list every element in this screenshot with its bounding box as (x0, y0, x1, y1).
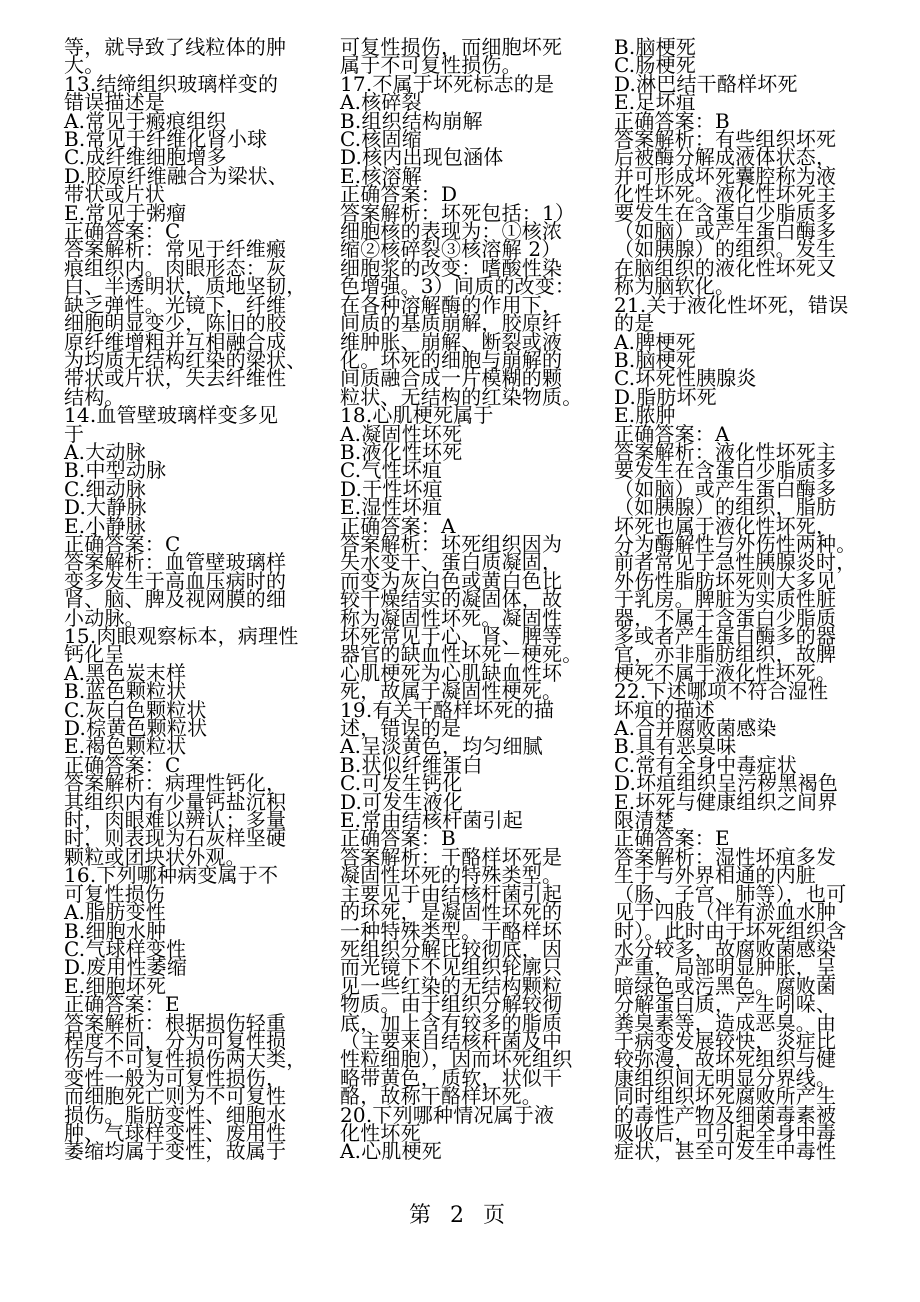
text-line: 正确答案：B (340, 826, 456, 851)
text-line: 17.不属于坏死标志的是 (340, 71, 555, 96)
text-line: 答案解析：有些组织坏死 (614, 127, 837, 152)
text-line: 其组织内有少量钙盐沉积 (64, 789, 287, 814)
text-line: 答案解析：血管壁玻璃样 (64, 550, 287, 575)
text-line: 一种特殊类型。干酪样坏 (340, 918, 563, 943)
text-line: C.成纤维细胞增多 (64, 145, 227, 170)
text-line: B.蓝色颗粒状 (64, 679, 187, 704)
text-line: 结构。 (64, 384, 125, 409)
page-number: 第 2 页 (409, 1203, 511, 1228)
text-line: 16.下列哪种病变属于不 (64, 863, 279, 888)
text-line: 失水变干、蛋白质凝固， (340, 550, 563, 575)
text-line: 限清楚 (614, 808, 675, 833)
text-line: A.黑色炭末样 (64, 660, 187, 685)
text-line: 正确答案：A (340, 513, 456, 538)
text-line: C.可发生钙化 (340, 771, 463, 796)
text-line: 肿、气球样变性、废用性 (64, 1120, 287, 1145)
text-line: 吸收后，可引起全身中毒 (614, 1120, 837, 1145)
text-line: 带状或片状，失去纤维性 (64, 366, 287, 391)
text-line: 生于与外界相通的内脏 (614, 863, 816, 888)
text-line: 而光镜下不见组织轮廓只 (340, 955, 563, 980)
text-line: A.脾梗死 (614, 329, 696, 354)
text-line: A.大动脉 (64, 439, 146, 464)
text-line: 前者常见于急性胰腺炎时， (614, 550, 857, 575)
text-line: 凝固性坏死的特殊类型。 (340, 863, 563, 888)
text-line: 细胞核的表现为：①核浓 (340, 219, 563, 244)
text-line: 同时组织坏死腐败所产生 (614, 1084, 837, 1109)
text-line: 正确答案：A (614, 421, 730, 446)
text-line: 称为凝固性坏死。凝固性 (340, 605, 563, 630)
text-line: 答案解析：坏死包括：1） (340, 200, 576, 225)
text-line: 时）。此时由于坏死组织含 (614, 918, 847, 943)
text-line: 可复性损伤，而细胞坏死 (340, 35, 563, 59)
text-line: （如脑）或产生蛋白酶多 (614, 219, 837, 244)
text-line: 缺乏弹性。光镜下，纤维 (64, 292, 287, 317)
text-line: D.废用性萎缩 (64, 955, 188, 980)
text-line: 正确答案：C (64, 531, 181, 556)
text-line: 颗粒或团块状外观。 (64, 844, 246, 869)
text-line: E.足坏疽 (614, 90, 696, 115)
text-line: E.湿性坏疽 (340, 495, 443, 520)
text-line: C.坏死性胰腺炎 (614, 366, 757, 391)
text-line: A.合并腐败菌感染 (614, 716, 777, 741)
text-line: 白、半透明状，质地坚韧， (64, 274, 307, 299)
text-line: 正确答案：E (614, 826, 730, 851)
text-line: 18.心肌梗死属于 (340, 403, 494, 428)
text-line: 而细胞死亡则为不可复性 (64, 1084, 287, 1109)
text-line: 为均质无结构红染的梁状、 (64, 347, 307, 372)
text-line: 要发生在含蛋白少脂质多 (614, 458, 837, 483)
text-line: 细胞浆的改变：嗜酸性染 (340, 255, 563, 280)
text-line: B.具有恶臭味 (614, 734, 737, 759)
text-line: 后被酶分解成液体状态， (614, 145, 837, 170)
text-line: 错误描述是 (64, 90, 165, 115)
text-line: 细胞明显变少，陈旧的胶 (64, 311, 287, 336)
text-line: B.液化性坏死 (340, 439, 463, 464)
text-line: 多或者产生蛋白酶多的器 (614, 624, 837, 648)
text-line: C.气球样变性 (64, 936, 187, 961)
text-line: 而变为灰白色或黄白色比 (340, 568, 563, 593)
text-line: 属于不可复性损伤。 (340, 53, 522, 78)
text-line: 原纤维增粗并互相融合成 (64, 329, 287, 354)
text-line: 变性一般为可复性损伤， (64, 1065, 287, 1090)
text-line: 答案解析：液化性坏死主 (614, 439, 837, 464)
text-line: 主要见于由结核杆菌引起 (340, 881, 563, 906)
text-line: 可复性损伤 (64, 881, 165, 906)
text-line: B.中型动脉 (64, 458, 167, 483)
text-line: （如胰腺）的组织，脂肪 (614, 495, 837, 520)
text-line: 外伤性脂肪坏死则大多见 (614, 568, 837, 593)
text-line: C.肠梗死 (614, 53, 696, 78)
text-line: E.核溶解 (340, 163, 422, 188)
text-line: 21.关于液化性坏死，错误 (614, 292, 849, 317)
text-line: 22.下述哪项不符合湿性 (614, 679, 829, 704)
text-line: 坏疽的描述 (614, 697, 715, 722)
text-column-2 (340, 35, 588, 1164)
text-line: 官，亦非脂肪组织，故脾 (614, 642, 837, 667)
text-line: E.常见于粥瘤 (64, 200, 187, 225)
text-line: 酪，故称干酪样坏死。 (340, 1084, 542, 1109)
text-line: B.脑梗死 (614, 347, 697, 372)
text-line: E.小静脉 (64, 513, 146, 538)
text-line: B.脑梗死 (614, 35, 697, 59)
text-line: 答案解析：常见于纤维瘢 (64, 237, 287, 262)
text-line: 分为酶解性与外伤性两种。 (614, 531, 857, 556)
text-line: B.状似纤维蛋白 (340, 752, 483, 777)
text-line: 坏死常见于心、肾、脾等 (340, 624, 563, 648)
text-line: A.凝固性坏死 (340, 421, 463, 446)
text-line: 程度不同，分为可复性损 (64, 1028, 287, 1053)
text-line: 底，加上含有较多的脂质 (340, 1010, 563, 1035)
text-line: A.核碎裂 (340, 90, 422, 115)
text-line: E.细胞坏死 (64, 973, 167, 998)
text-line: （肠、子宫、肺等），也可 (614, 881, 847, 906)
text-line: 时，则表现为石灰样坚硬 (64, 826, 287, 851)
text-line: E.脓肿 (614, 403, 676, 428)
text-line: 粒状、无结构的红染物质。 (340, 384, 583, 409)
text-line: C.核固缩 (340, 127, 422, 152)
text-line: 见一些红染的无结构颗粒 (340, 973, 563, 998)
text-line: 心肌梗死为心肌缺血性坏 (340, 660, 563, 685)
text-line: 痕组织内。肉眼形态：灰 (64, 255, 287, 280)
text-line: 正确答案：C (64, 219, 181, 244)
text-line: 答案解析：病理性钙化， (64, 771, 287, 796)
text-line: D.胶原纤维融合为梁状、 (64, 163, 289, 188)
text-line: 时，肉眼难以辨认；多量 (64, 808, 287, 833)
text-line: 较干燥结实的凝固体，故 (340, 587, 563, 612)
text-line: 间质融合成一片模糊的颗 (340, 366, 563, 391)
text-line: 粪臭素等，造成恶臭。由 (614, 1010, 837, 1035)
text-line: 正确答案：B (614, 108, 730, 133)
text-line: 损伤。脂肪变性、细胞水 (64, 1102, 287, 1127)
text-line: 的坏死，是凝固性坏死的 (340, 900, 563, 925)
text-line: 的毒性产物及细菌毒素被 (614, 1102, 837, 1127)
text-line: 见于四肢（伴有淤血水肿 (614, 900, 837, 925)
text-line: 在各种溶解酶的作用下， (340, 292, 563, 317)
text-line: 要发生在含蛋白少脂质多 (614, 200, 837, 225)
text-line: C.细动脉 (64, 476, 146, 501)
text-line: 变多发生于高血压病时的 (64, 568, 287, 593)
text-line: D.棕黄色颗粒状 (64, 716, 208, 741)
text-line: 带状或片状 (64, 182, 165, 207)
text-line: D.淋巴结干酪样坏死 (614, 71, 798, 96)
text-line: 15.肉眼观察标本，病理性 (64, 624, 299, 648)
text-line: 器官的缺血性坏死－梗死。 (340, 642, 583, 667)
text-line: 于病变发展较快，炎症比 (614, 1028, 837, 1053)
text-line: 化性坏死。液化性坏死主 (614, 182, 837, 207)
text-line: 略带黄色，质软，状似干 (340, 1065, 563, 1090)
text-line: 钙化呈 (64, 642, 125, 667)
text-line: B.细胞水肿 (64, 918, 167, 943)
text-line: 缩②核碎裂③核溶解 2） (340, 237, 562, 262)
text-line: E.坏死与健康组织之间界 (614, 789, 838, 814)
text-line: 于乳房。脾脏为实质性脏 (614, 587, 837, 612)
text-line: 物质。由于组织分解较彻 (340, 992, 563, 1017)
text-line: 答案解析：干酪样坏死是 (340, 844, 563, 869)
text-line: 等，就导致了线粒体的肿 (64, 35, 287, 59)
text-line: 答案解析：根据损伤轻重 (64, 1010, 287, 1035)
text-line: 较弥漫，故坏死组织与健 (614, 1047, 837, 1072)
text-line: 小动脉。 (64, 605, 145, 630)
text-line: 答案解析：湿性坏疽多发 (614, 844, 837, 869)
text-line: 正确答案：C (64, 752, 181, 777)
text-line: （如脑）或产生蛋白酶多 (614, 476, 837, 501)
text-line: A.常见于瘢痕组织 (64, 108, 227, 133)
text-line: 性粒细胞），因而坏死组织 (340, 1047, 573, 1072)
text-line: 14.血管壁玻璃样变多见 (64, 403, 279, 428)
text-line: D.坏疽组织呈污秽黑褐色 (614, 771, 839, 796)
text-line: 20.下列哪种情况属于液 (340, 1102, 555, 1127)
text-line: 19.有关干酪样坏死的描 (340, 697, 555, 722)
text-line: 死，故属于凝固性梗死。 (340, 679, 563, 704)
text-line: B.常见于纤维化肾小球 (64, 127, 268, 152)
text-column-1 (64, 35, 312, 1164)
text-line: A.心肌梗死 (340, 1139, 443, 1164)
text-line: 萎缩均属于变性，故属于 (64, 1139, 287, 1164)
text-line: 维肿胀、崩解、断裂或液 (340, 329, 563, 354)
text-line: 康组织间无明显分界线。 (614, 1065, 837, 1090)
text-line: 答案解析：坏死组织因为 (340, 531, 563, 556)
text-line: 化。坏死的细胞与崩解的 (340, 347, 563, 372)
text-line: E.褐色颗粒状 (64, 734, 187, 759)
text-line: 化性坏死 (340, 1120, 421, 1145)
text-line: 暗绿色或污黑色。腐败菌 (614, 973, 837, 998)
text-line: 并可形成坏死囊腔称为液 (614, 163, 837, 188)
text-line: 述，错误的是 (340, 716, 462, 741)
text-line: 梗死不属于液化性坏死。 (614, 660, 837, 685)
text-line: 分解蛋白质，产生吲哚、 (614, 992, 837, 1017)
text-line: 肾、脑、脾及视网膜的细 (64, 587, 287, 612)
text-line: 色增强。3）间质的改变： (340, 274, 576, 299)
text-line: D.可发生液化 (340, 789, 464, 814)
text-line: 死组织分解比较彻底，因 (340, 936, 563, 961)
text-line: 的是 (614, 311, 655, 336)
text-line: 称为脑软化。 (614, 274, 736, 299)
text-line: 正确答案：D (340, 182, 458, 207)
text-line: （如胰腺）的组织。发生 (614, 237, 837, 262)
text-line: D.大静脉 (64, 495, 147, 520)
text-line: （主要来自结核杆菌及中 (340, 1028, 563, 1053)
text-line: 大。 (64, 53, 105, 78)
text-line: B.组织结构崩解 (340, 108, 483, 133)
text-line: A.脂肪变性 (64, 900, 167, 925)
text-line: 于 (64, 421, 85, 446)
text-line: E.常由结核杆菌引起 (340, 808, 523, 833)
text-line: C.气性坏疽 (340, 458, 443, 483)
text-line: C.灰白色颗粒状 (64, 697, 207, 722)
text-line: 在脑组织的液化性坏死又 (614, 255, 837, 280)
text-line: 间质的基质崩解，胶原纤 (340, 311, 563, 336)
text-line: 坏死也属于液化性坏死， (614, 513, 837, 538)
text-line: 器，不属于含蛋白少脂质 (614, 605, 837, 630)
text-line: C.常有全身中毒症状 (614, 752, 797, 777)
text-line: 13.结缔组织玻璃样变的 (64, 71, 279, 96)
text-line: A.呈淡黄色，均匀细腻 (340, 734, 544, 759)
text-line: 症状，甚至可发生中毒性 (614, 1139, 837, 1164)
text-line: D.干性坏疽 (340, 476, 443, 501)
text-line: D.核内出现包涵体 (340, 145, 504, 170)
text-line: 伤与不可复性损伤两大类， (64, 1047, 307, 1072)
text-line: D.脂肪坏死 (614, 384, 717, 409)
text-line: 严重，局部明显肿胀，呈 (614, 955, 837, 980)
text-column-3 (614, 35, 862, 1164)
text-line: 正确答案：E (64, 992, 180, 1017)
text-line: 水分较多，故腐败菌感染 (614, 936, 837, 961)
